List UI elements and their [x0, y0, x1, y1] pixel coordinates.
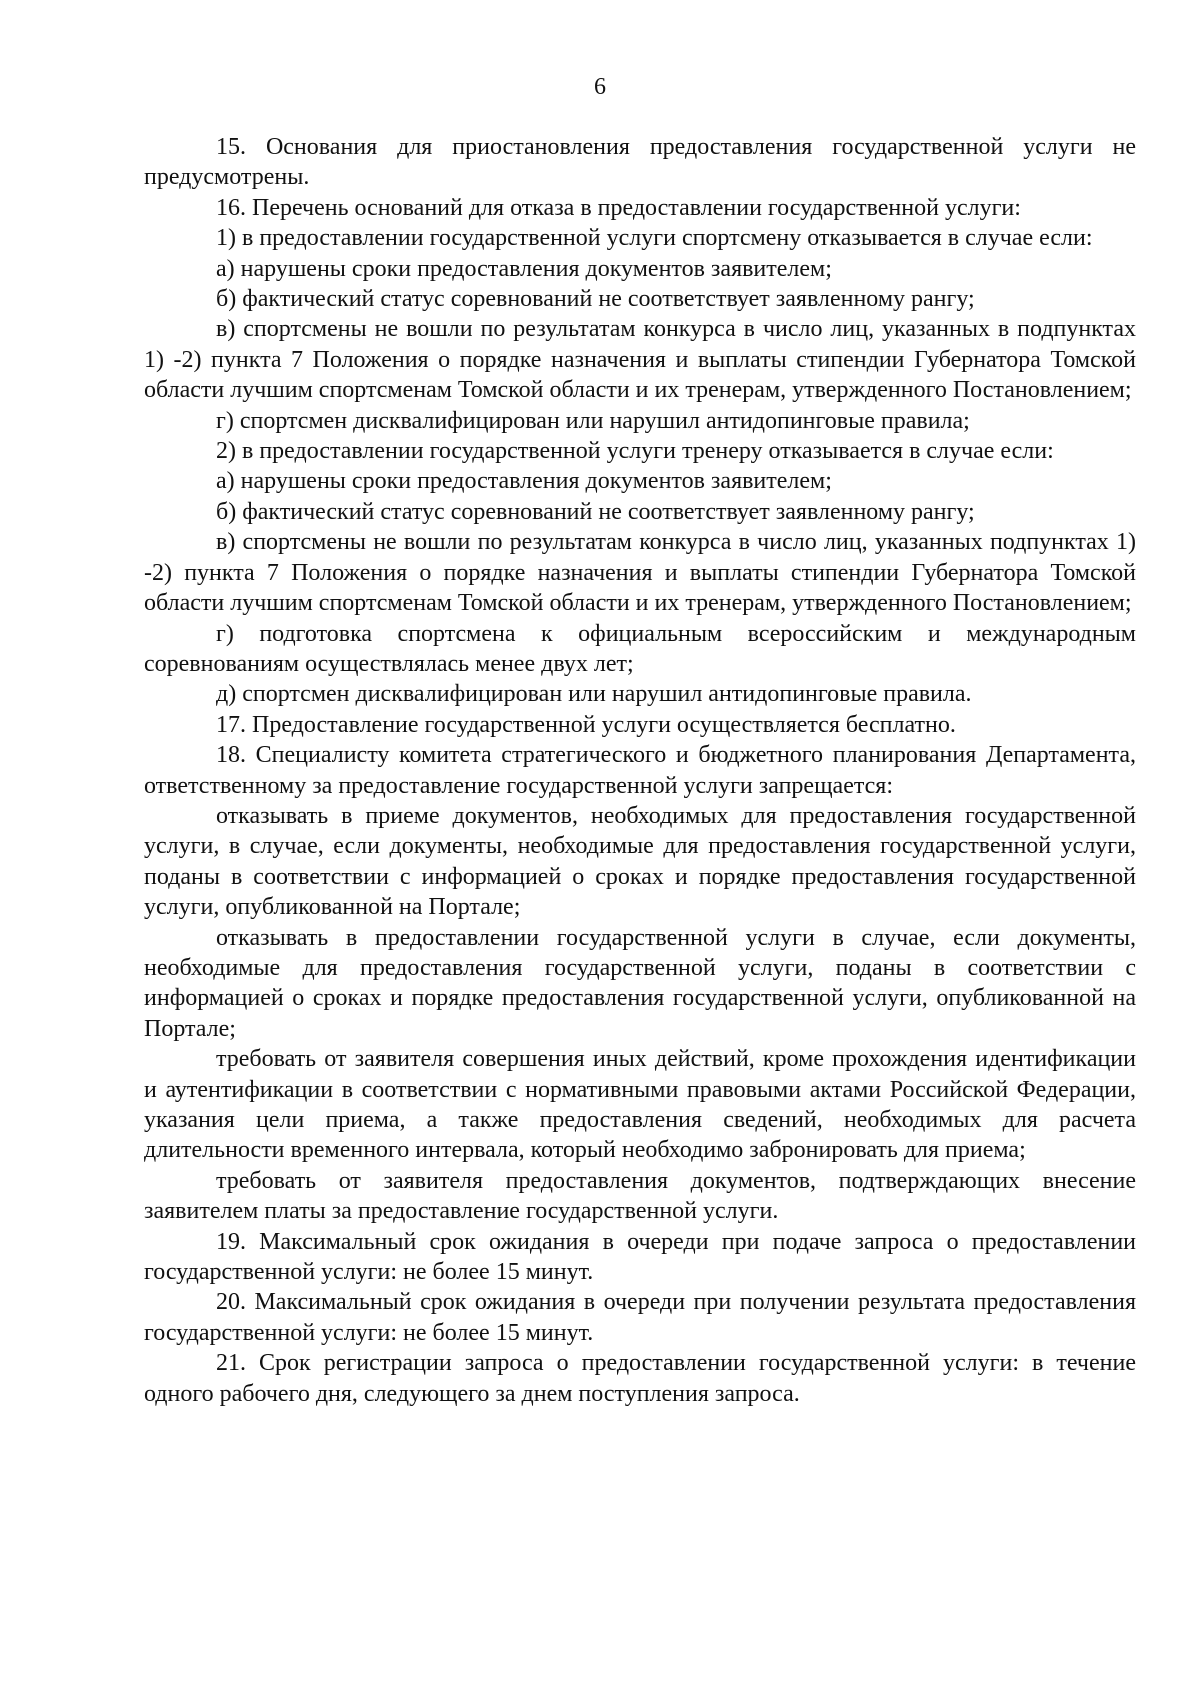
prohibition-2: отказывать в предоставлении государственной услуги в случае, если документы, необходимые для предоставления государственной услуги, поданы в соответствии с информацией о сроках и порядке предоставления государственной услуги, опубликованной на Портале; [144, 924, 1136, 1042]
document-body [144, 132, 1136, 1409]
item-1b: б) фактический статус соревнований не соответствует заявленному рангу; [216, 286, 975, 313]
subparagraph-2: 2) в предоставлении государственной услуги тренеру отказывается в случае если: [216, 438, 1054, 465]
paragraph-18: 18. Специалисту комитета стратегического и бюджетного планирования Департамента, ответственному за предоставление государственной услуги запрещается: [144, 742, 1136, 799]
paragraph-15: 15. Основания для приостановления предоставления государственной услуги не предусмотрены. [144, 134, 1136, 191]
paragraph-16: 16. Перечень оснований для отказа в предоставлении государственной услуги: [216, 194, 1021, 221]
subparagraph-1: 1) в предоставлении государственной услуги спортсмену отказывается в случае если: [216, 225, 1093, 252]
prohibition-4: требовать от заявителя предоставления документов, подтверждающих внесение заявителем платы за предоставление государственной услуги. [144, 1167, 1136, 1225]
item-2d: д) спортсмен дисквалифицирован или нарушил антидопинговые правила. [216, 681, 972, 708]
item-1v: в) спортсмены не вошли по результатам конкурса в число лиц, указанных в подпунктах 1) -2) пункта 7 Положения о порядке назначения и выплаты стипендии Губернатора Томской области лучшим спортсменам Томской области и их тренерам, утвержденного Постановлением; [144, 316, 1136, 404]
paragraph-19: 19. Максимальный срок ожидания в очереди при подаче запроса о предоставлении государственной услуги: не более 15 минут. [144, 1228, 1136, 1286]
paragraph-21: 21. Срок регистрации запроса о предоставлении государственной услуги: в течение одного рабочего дня, следующего за днем поступления запроса. [144, 1350, 1136, 1407]
prohibition-3: требовать от заявителя совершения иных действий, кроме прохождения идентификации и аутентификации в соответствии с нормативными правовыми актами Российской Федерации, указания цели приема, а также предоставления сведений, необходимых для расчета длительности временного интервала, который необходимо забронировать для приема; [144, 1046, 1136, 1164]
prohibition-1: отказывать в приеме документов, необходимых для предоставления государственной услуги, в случае, если документы, необходимые для предоставления государственной услуги, поданы в соответствии с информацией о сроках и порядке предоставления государственной услуги, опубликованной на Портале; [144, 802, 1136, 921]
item-2g: г) подготовка спортсмена к официальным всероссийским и международным соревнованиям осуществлялась менее двух лет; [144, 620, 1136, 677]
item-1g: г) спортсмен дисквалифицирован или нарушил антидопинговые правила; [216, 407, 970, 434]
paragraph-17: 17. Предоставление государственной услуги осуществляется бесплатно. [216, 711, 956, 738]
item-1a: а) нарушены сроки предоставления документов заявителем; [216, 255, 832, 282]
item-2a: а) нарушены сроки предоставления документов заявителем; [216, 468, 832, 495]
item-2v: в) спортсмены не вошли по результатам конкурса в число лиц, указанных подпунктах 1) -2) пункта 7 Положения о порядке назначения и выплаты стипендии Губернатора Томской области лучшим спортсменам Томской области и их тренерам, утвержденного Постановлением; [144, 529, 1136, 617]
page-number: 6 [594, 74, 606, 100]
item-2b: б) фактический статус соревнований не соответствует заявленному рангу; [216, 498, 975, 525]
paragraph-20: 20. Максимальный срок ожидания в очереди при получении результата предоставления государственной услуги: не более 15 минут. [144, 1289, 1136, 1346]
